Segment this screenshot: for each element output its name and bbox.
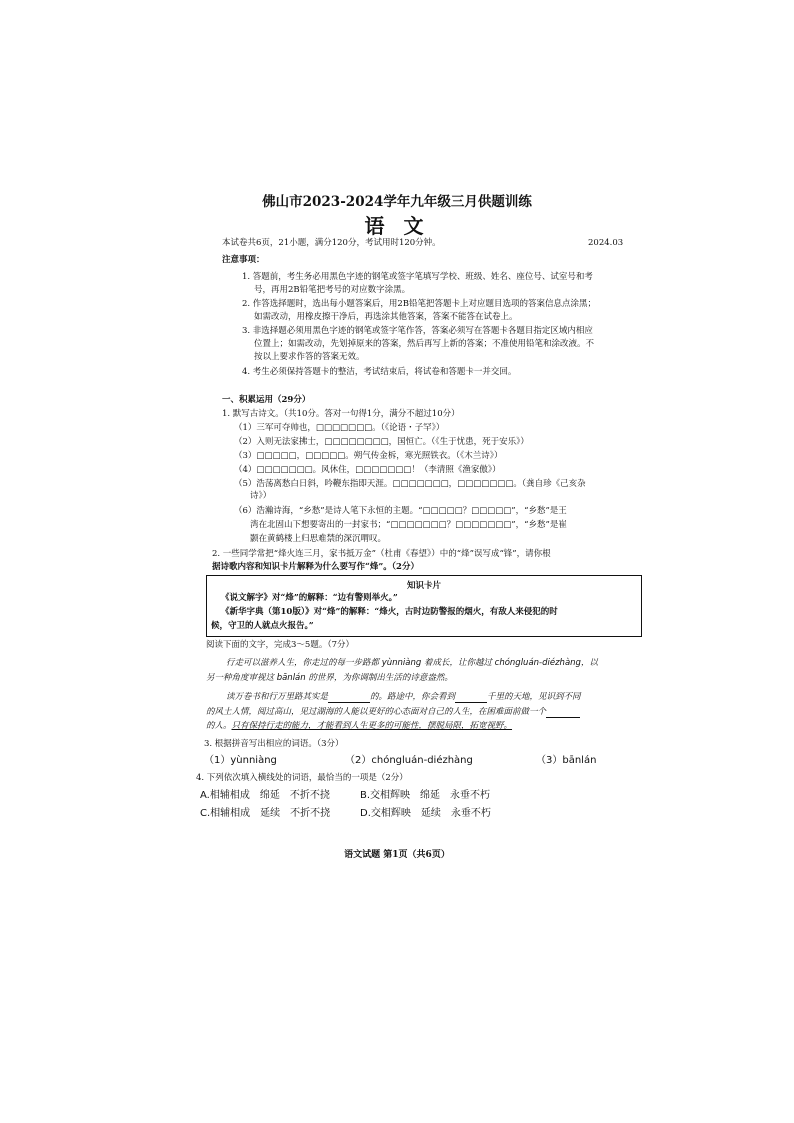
question-3-pinyin: （3）bānlán [536, 755, 597, 766]
question-3-pinyin: （2）chóngluán-diézhàng [345, 755, 473, 766]
option-a[interactable]: A.相辅相成 绵延 不折不挠 [200, 790, 330, 801]
option-d[interactable]: D.交相辉映 延续 永垂不朽 [360, 808, 491, 819]
reading-paragraph [206, 721, 512, 732]
question-1-heading: 1. 默写古诗文。（共10分。答对一句得1分，满分不超过10分） [222, 409, 460, 419]
question-3-heading: 3. 根据拼音写出相应的词语。（3分） [204, 739, 344, 749]
question-1-item: 湾在北固山下想要寄出的一封家书；“□□□□□□□？□□□□□□□”，“乡愁”是崔 [250, 520, 567, 530]
option-b[interactable]: B.交相辉映 绵延 永垂不朽 [360, 790, 491, 801]
note-line: 按以上要求作答的答案无效。 [254, 352, 365, 362]
question-4-heading: 4. 下列依次填入横线处的词语，最恰当的一项是（2分） [196, 773, 408, 783]
question-1-item: （1）三军可夺帅也，□□□□□□□。（《论语・子罕》） [234, 423, 445, 433]
reading-paragraph [226, 692, 581, 703]
note-line: 3. 非选择题必须用黑色字迹的钢笔或签字笔作答，答案必须写在答题卡各题目指定区域内相应 [242, 326, 593, 336]
notes-heading: 注意事项： [222, 255, 265, 265]
answer-blank-1[interactable] [328, 693, 370, 703]
question-1-item: （6）浩瀚诗海，“乡愁”是诗人笔下永恒的主题。“□□□□□？□□□□□”，“乡愁”是王 [234, 506, 567, 516]
question-1-item: 颢在黄鹤楼上归思难禁的深沉喟叹。 [250, 534, 387, 544]
question-1-item: （3）□□□□□，□□□□□。朔气传金柝，寒光照铁衣。（《木兰诗》） [234, 451, 503, 461]
knowledge-card [206, 575, 642, 637]
reading-text: 的。路途中，你会看到 [370, 692, 456, 702]
knowledge-card-line: 候，守卫的人就点火报告。” [211, 621, 314, 631]
reading-paragraph: 行走可以滋养人生，你走过的每一步路都 yùnniàng 着成长，让你越过 chóngluán-diézhàng，以 [226, 658, 598, 668]
reading-paragraph: 另一种角度审视这 bānlán 的世界，为你调制出生活的诗意盎然。 [206, 673, 453, 683]
knowledge-card-line: 《新华字典（第10版）》对“烽”的解释：“烽火，古时边防警报的烟火，有敌人来侵犯的时 [221, 607, 558, 617]
question-1-item: （5）浩荡离愁白日斜，吟鞭东指即天涯。□□□□□□□，□□□□□□□。（龚自珍《己亥杂 [234, 479, 586, 489]
question-1-item: （4）□□□□□□□。风休住，□□□□□□□！（李清照《渔家傲》） [234, 465, 501, 475]
reading-text: 的风土人情，阅过高山，见过湖海的人能以更好的心态面对自己的人生，在困难面前做一个 [206, 707, 547, 717]
knowledge-card-title: 知识卡片 [406, 581, 441, 591]
option-c[interactable]: C.相辅相成 延续 不折不挠 [200, 808, 331, 819]
reading-text: 读万卷书和行万里路其实是 [226, 692, 329, 702]
question-3-pinyin: （1）yùnniàng [204, 755, 277, 766]
question-1-item: （2）入则无法家拂士，□□□□□□□□，国恒亡。（《生于忧患，死于安乐》） [234, 437, 529, 447]
exam-title: 佛山市2023-2024学年九年级三月供题训练 [262, 194, 532, 210]
note-line: 1. 答题前，考生务必用黑色字迹的钢笔或签字笔填写学校、班级、姓名、座位号、试室号和考 [242, 272, 593, 282]
question-1-item: 诗》） [250, 491, 272, 501]
knowledge-card-line: 《说文解字》对“烽”的解释：“边有警则举火。” [221, 593, 398, 603]
answer-blank-3[interactable] [546, 708, 580, 718]
section-heading: 一、积累运用（29分） [222, 395, 311, 405]
reading-text: 千里的天地，见识到不同 [487, 692, 581, 702]
note-line: 4. 考生必须保持答题卡的整洁，考试结束后，将试卷和答题卡一并交回。 [242, 367, 517, 377]
exam-info: 本试卷共6页，21小题，满分120分，考试用时120分钟。 [222, 238, 441, 248]
reading-text: 的人。 [206, 721, 232, 731]
note-line: 2. 作答选择题时，选出每小题答案后，用2B铅笔把答题卡上对应题目选项的答案信息点涂黑； [242, 299, 596, 309]
note-line: 位置上；如需改动，先划掉原来的答案，然后再写上新的答案；不准使用铅笔和涂改液。不 [254, 339, 595, 349]
page-footer: 语文试题 第1页（共6页） [344, 850, 450, 860]
question-2-text: 据诗歌内容和知识卡片解释为什么要写作“烽”。（2分） [212, 562, 419, 572]
note-line: 如需改动，用橡皮擦干净后，再选涂其他答案，答案不能答在试卷上。 [254, 312, 518, 322]
reading-paragraph [206, 707, 580, 718]
question-2-text: 2. 一些同学常把“烽火连三月，家书抵万金”（杜甫《春望》）中的“烽”误写成“锋”，请你根 [212, 549, 551, 559]
underlined-sentence: 只有保持行走的能力，才能看到人生更多的可能性，摆脱局限，拓宽视野。 [231, 721, 513, 731]
subject-title: 语 文 [364, 214, 430, 238]
exam-date: 2024.03 [588, 238, 624, 248]
note-line: 号，再用2B铅笔把考号的对应数字涂黑。 [254, 285, 411, 295]
answer-blank-2[interactable] [455, 693, 487, 703]
reading-intro: 阅读下面的文字，完成3～5题。（7分） [206, 640, 354, 650]
